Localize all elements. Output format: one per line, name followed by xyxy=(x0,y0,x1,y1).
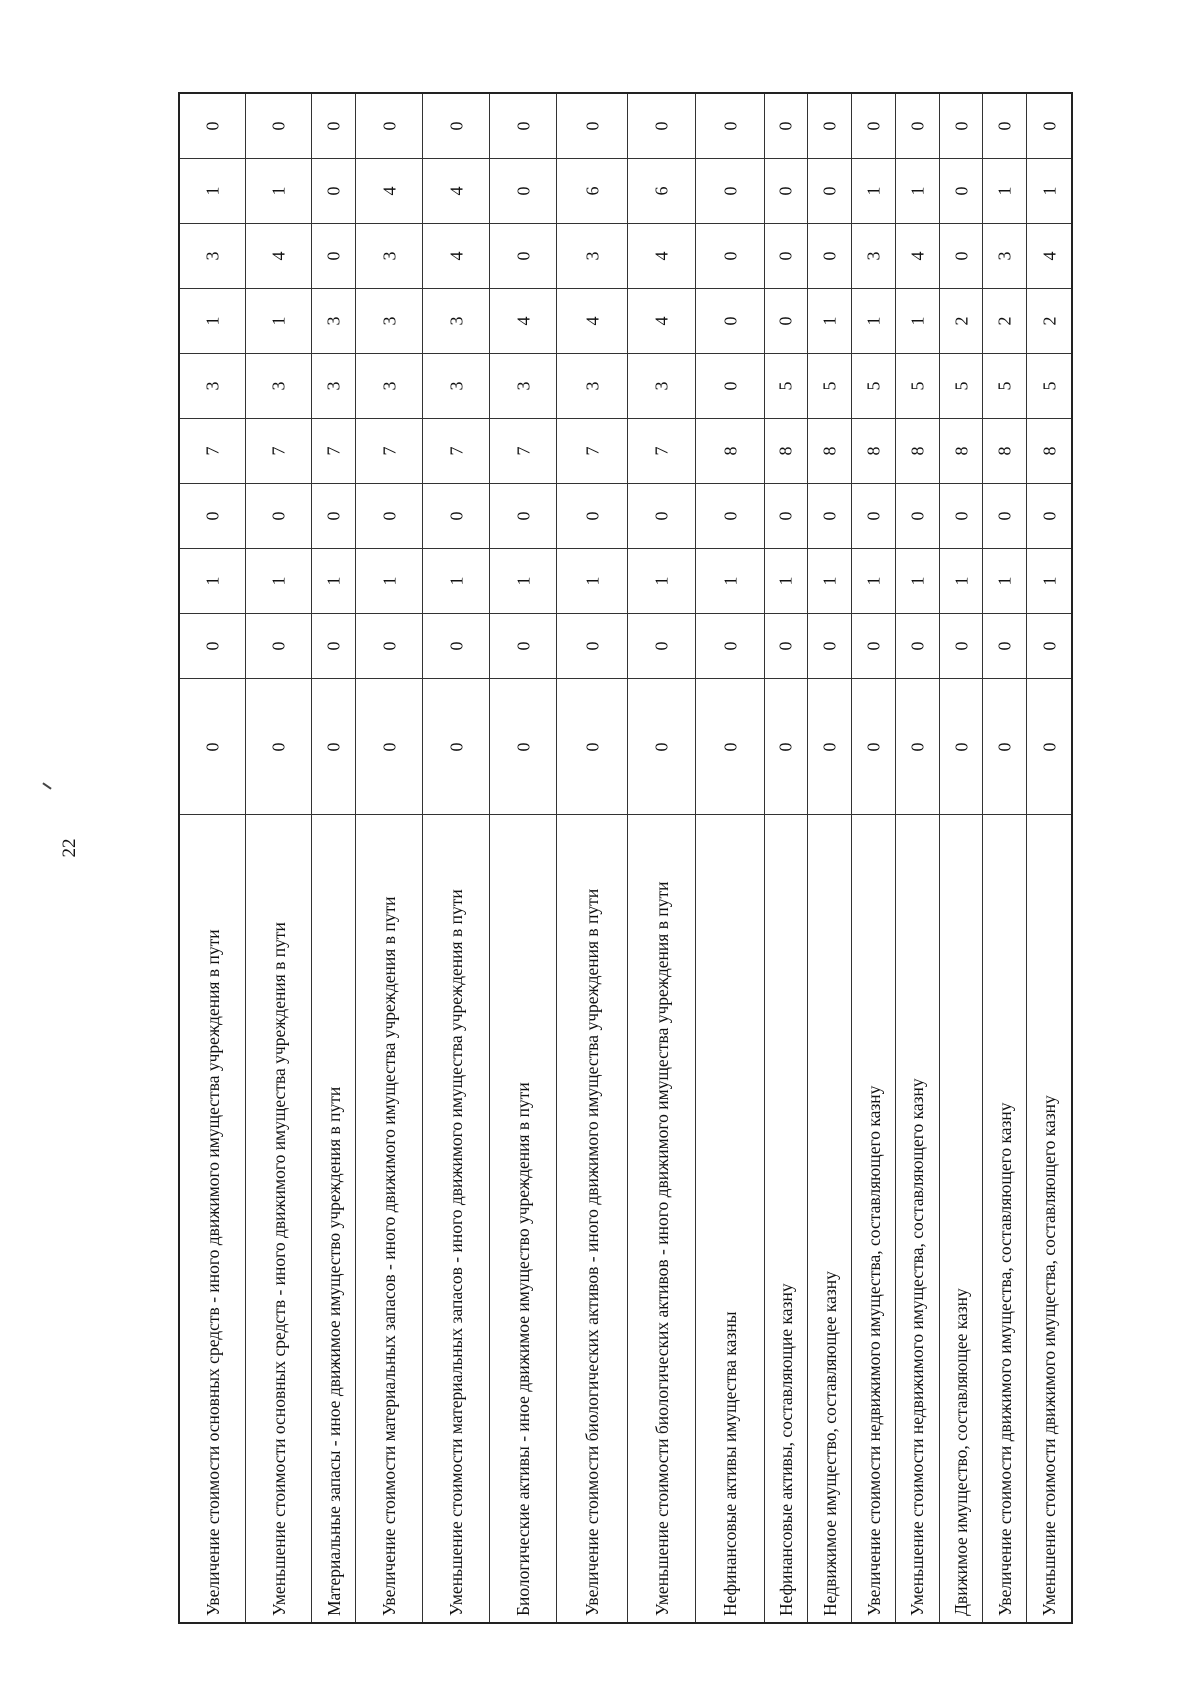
table-cell-value: 0 xyxy=(808,159,851,224)
table-cell-value: 0 xyxy=(808,94,851,159)
row-label: Биологические активы - иное движимое имущество учреждения в пути xyxy=(513,1082,534,1616)
table-cell-value: 3 xyxy=(423,354,489,419)
row-label: Уменьшение стоимости движимого имущества, составляющего казну xyxy=(1039,1095,1060,1616)
table-cell-value: 0 xyxy=(490,614,556,679)
table-cell-value: 0 xyxy=(557,614,627,679)
table-cell-value: 0 xyxy=(180,94,245,159)
table-cell-label xyxy=(423,815,489,1622)
row-label: Нефинансовые активы, составляющие казну xyxy=(775,1283,796,1616)
table-cell-value: 0 xyxy=(312,224,355,289)
table-cell-label xyxy=(696,815,763,1622)
table-cell-value: 0 xyxy=(628,614,695,679)
table-cell-value: 0 xyxy=(246,94,311,159)
table-cell-value: 7 xyxy=(423,419,489,484)
table-cell-value: 0 xyxy=(696,94,763,159)
table-cell-label xyxy=(490,815,556,1622)
table-cell-value: 3 xyxy=(423,289,489,354)
table-cell-value: 1 xyxy=(246,289,311,354)
table-cell-value: 8 xyxy=(940,419,983,484)
table-cell-value: 0 xyxy=(557,679,627,815)
table-cell-value: 4 xyxy=(356,159,422,224)
table-cell-value: 0 xyxy=(423,94,489,159)
row-label: Уменьшение стоимости недвижимого имущества, составляющего казну xyxy=(907,1078,928,1616)
table-cell-value: 0 xyxy=(940,224,983,289)
table-cell-value: 0 xyxy=(765,94,808,159)
table-cell-value: 7 xyxy=(557,419,627,484)
table-cell-value: 3 xyxy=(356,224,422,289)
table-cell-value: 2 xyxy=(940,289,983,354)
table-cell-value: 8 xyxy=(696,419,763,484)
table-cell-value: 3 xyxy=(356,289,422,354)
table-cell-value: 7 xyxy=(356,419,422,484)
table-cell-value: 1 xyxy=(852,159,895,224)
table-cell-value: 0 xyxy=(983,614,1026,679)
table-cell-value: 0 xyxy=(808,224,851,289)
table-cell-value: 0 xyxy=(696,484,763,549)
table-cell-value: 1 xyxy=(356,549,422,614)
table-cell-value: 0 xyxy=(356,94,422,159)
table-row xyxy=(852,94,896,1622)
table-cell-label xyxy=(312,815,355,1622)
table-cell-value: 3 xyxy=(983,224,1026,289)
table-row xyxy=(246,94,312,1622)
table-cell-value: 8 xyxy=(808,419,851,484)
table-cell-value: 1 xyxy=(1027,159,1071,224)
table-row xyxy=(896,94,940,1622)
table-cell-label xyxy=(1027,815,1071,1622)
table-cell-value: 0 xyxy=(356,679,422,815)
table-cell-value: 0 xyxy=(1027,679,1071,815)
table-cell-value: 0 xyxy=(765,614,808,679)
table-cell-value: 0 xyxy=(246,614,311,679)
table-cell-value: 0 xyxy=(940,679,983,815)
table-cell-value: 0 xyxy=(983,679,1026,815)
table-cell-value: 0 xyxy=(765,484,808,549)
table-cell-value: 8 xyxy=(1027,419,1071,484)
row-label: Увеличение стоимости движимого имущества, составляющего казну xyxy=(994,1102,1015,1616)
table-cell-value: 0 xyxy=(852,94,895,159)
table-cell-value: 2 xyxy=(983,289,1026,354)
table-cell-value: 4 xyxy=(490,289,556,354)
table-cell-label xyxy=(356,815,422,1622)
table-cell-value: 3 xyxy=(180,224,245,289)
table-cell-value: 0 xyxy=(490,94,556,159)
table-cell-value: 0 xyxy=(765,159,808,224)
table-row xyxy=(808,94,852,1622)
table-cell-value: 1 xyxy=(808,549,851,614)
table-cell-value: 5 xyxy=(852,354,895,419)
table-cell-value: 4 xyxy=(246,224,311,289)
table-cell-value: 0 xyxy=(696,354,763,419)
row-label: Уменьшение стоимости материальных запасов - иного движимого имущества учреждения в пути xyxy=(446,889,467,1616)
row-label: Уменьшение стоимости биологических активов - иного движимого имущества учреждения в пути xyxy=(651,881,672,1616)
table-cell-value: 0 xyxy=(356,614,422,679)
table-cell-value: 1 xyxy=(696,549,763,614)
table-cell-value: 1 xyxy=(896,289,939,354)
table-cell-value: 0 xyxy=(1027,484,1071,549)
table-cell-value: 0 xyxy=(180,614,245,679)
table-cell-value: 0 xyxy=(852,614,895,679)
table-cell-value: 1 xyxy=(246,159,311,224)
table-row xyxy=(490,94,557,1622)
table-cell-label xyxy=(896,815,939,1622)
table-cell-value: 8 xyxy=(983,419,1026,484)
table-cell-value: 0 xyxy=(983,94,1026,159)
table-cell-value: 1 xyxy=(557,549,627,614)
table-row xyxy=(312,94,356,1622)
table-cell-label xyxy=(765,815,808,1622)
table-cell-value: 1 xyxy=(808,289,851,354)
table-cell-value: 0 xyxy=(696,159,763,224)
table-cell-value: 1 xyxy=(896,549,939,614)
table-cell-value: 1 xyxy=(765,549,808,614)
table-cell-value: 0 xyxy=(696,679,763,815)
row-label: Недвижимое имущество, составляющее казну xyxy=(819,1271,840,1616)
table-cell-label xyxy=(180,815,245,1622)
table-cell-value: 4 xyxy=(557,289,627,354)
table-cell-value: 0 xyxy=(557,94,627,159)
table-cell-value: 0 xyxy=(246,484,311,549)
row-label: Увеличение стоимости недвижимого имущества, составляющего казну xyxy=(863,1085,884,1616)
table-cell-value: 5 xyxy=(765,354,808,419)
table-cell-value: 1 xyxy=(246,549,311,614)
table-cell-value: 1 xyxy=(852,549,895,614)
table-cell-value: 0 xyxy=(940,94,983,159)
table-cell-value: 0 xyxy=(312,159,355,224)
table-cell-value: 0 xyxy=(896,614,939,679)
table-cell-value: 0 xyxy=(246,679,311,815)
table-cell-value: 0 xyxy=(490,484,556,549)
table-cell-label xyxy=(852,815,895,1622)
table-cell-value: 4 xyxy=(423,224,489,289)
table-cell-value: 0 xyxy=(490,159,556,224)
table-cell-value: 0 xyxy=(808,614,851,679)
table-cell-value: 0 xyxy=(808,484,851,549)
table-cell-value: 0 xyxy=(423,484,489,549)
table-cell-value: 0 xyxy=(896,94,939,159)
row-label: Уменьшение стоимости основных средств - иного движимого имущества учреждения в пути xyxy=(268,922,289,1616)
table-row xyxy=(557,94,628,1622)
row-label: Увеличение стоимости основных средств - иного движимого имущества учреждения в пути xyxy=(202,929,223,1616)
table-cell-value: 0 xyxy=(1027,614,1071,679)
table-cell-value: 0 xyxy=(356,484,422,549)
table-cell-value: 5 xyxy=(940,354,983,419)
table-cell-value: 3 xyxy=(180,354,245,419)
table-cell-value: 0 xyxy=(628,484,695,549)
table-row xyxy=(356,94,423,1622)
table-row xyxy=(1027,94,1071,1622)
table-cell-value: 4 xyxy=(423,159,489,224)
table-cell-value: 1 xyxy=(940,549,983,614)
table-cell-value: 1 xyxy=(896,159,939,224)
table-row xyxy=(180,94,246,1622)
table-cell-value: 1 xyxy=(180,159,245,224)
table-row xyxy=(696,94,764,1622)
table-row xyxy=(765,94,809,1622)
table-cell-label xyxy=(246,815,311,1622)
table-cell-value: 5 xyxy=(808,354,851,419)
table-cell-value: 8 xyxy=(765,419,808,484)
table-cell-value: 0 xyxy=(940,484,983,549)
table-cell-label xyxy=(557,815,627,1622)
table-cell-value: 0 xyxy=(180,679,245,815)
table-cell-value: 0 xyxy=(628,94,695,159)
table-cell-value: 0 xyxy=(983,484,1026,549)
account-codes-table xyxy=(178,92,1073,1624)
table-cell-value: 0 xyxy=(940,159,983,224)
table-cell-value: 5 xyxy=(896,354,939,419)
table-cell-value: 0 xyxy=(896,679,939,815)
table-cell-value: 3 xyxy=(628,354,695,419)
table-cell-value: 3 xyxy=(557,354,627,419)
table-cell-value: 3 xyxy=(312,354,355,419)
table-cell-value: 0 xyxy=(312,614,355,679)
table-cell-value: 1 xyxy=(983,549,1026,614)
row-label: Движимое имущество, составляющее казну xyxy=(951,1288,972,1616)
table-cell-value: 5 xyxy=(983,354,1026,419)
table-cell-value: 6 xyxy=(628,159,695,224)
table-cell-label xyxy=(808,815,851,1622)
table-cell-value: 3 xyxy=(356,354,422,419)
table-cell-value: 4 xyxy=(628,289,695,354)
table-cell-value: 3 xyxy=(557,224,627,289)
table-cell-label xyxy=(983,815,1026,1622)
table-cell-value: 0 xyxy=(423,679,489,815)
table-cell-value: 0 xyxy=(808,679,851,815)
table-row xyxy=(423,94,490,1622)
table-cell-value: 0 xyxy=(423,614,489,679)
row-label: Материальные запасы - иное движимое имущество учреждения в пути xyxy=(323,1086,344,1616)
table-cell-value: 4 xyxy=(628,224,695,289)
table-cell-value: 1 xyxy=(180,549,245,614)
table-cell-value: 1 xyxy=(312,549,355,614)
table-cell-value: 0 xyxy=(696,289,763,354)
table-cell-value: 0 xyxy=(765,289,808,354)
table-cell-value: 1 xyxy=(983,159,1026,224)
table-cell-value: 1 xyxy=(1027,549,1071,614)
table-cell-value: 7 xyxy=(628,419,695,484)
table-cell-value: 7 xyxy=(180,419,245,484)
row-label: Увеличение стоимости материальных запасов - иного движимого имущества учреждения в пути xyxy=(379,896,400,1616)
table-cell-value: 1 xyxy=(852,289,895,354)
page-number: 22 xyxy=(59,838,80,858)
table-cell-value: 4 xyxy=(896,224,939,289)
table-cell-label xyxy=(940,815,983,1622)
table-cell-value: 6 xyxy=(557,159,627,224)
table-cell-value: 5 xyxy=(1027,354,1071,419)
table-cell-value: 0 xyxy=(696,614,763,679)
table-cell-value: 0 xyxy=(765,224,808,289)
table-cell-value: 0 xyxy=(940,614,983,679)
table-cell-label xyxy=(628,815,695,1622)
table-cell-value: 0 xyxy=(852,679,895,815)
table-row xyxy=(940,94,984,1622)
table-cell-value: 1 xyxy=(628,549,695,614)
table-cell-value: 0 xyxy=(490,224,556,289)
table-cell-value: 0 xyxy=(490,679,556,815)
table-cell-value: 0 xyxy=(312,679,355,815)
table-cell-value: 3 xyxy=(852,224,895,289)
table-cell-value: 0 xyxy=(896,484,939,549)
table-cell-value: 7 xyxy=(246,419,311,484)
table-cell-value: 4 xyxy=(1027,224,1071,289)
table-row xyxy=(983,94,1027,1622)
table-cell-value: 0 xyxy=(628,679,695,815)
table-cell-value: 7 xyxy=(312,419,355,484)
table-cell-value: 0 xyxy=(312,484,355,549)
table-cell-value: 1 xyxy=(490,549,556,614)
table-row xyxy=(628,94,696,1622)
table-cell-value: 7 xyxy=(490,419,556,484)
table-cell-value: 0 xyxy=(852,484,895,549)
table-cell-value: 0 xyxy=(765,679,808,815)
table-cell-value: 0 xyxy=(312,94,355,159)
row-label: Нефинансовые активы имущества казны xyxy=(720,1311,740,1616)
table-cell-value: 3 xyxy=(312,289,355,354)
table-cell-value: 8 xyxy=(852,419,895,484)
table-cell-value: 3 xyxy=(490,354,556,419)
table-cell-value: 0 xyxy=(180,484,245,549)
table-cell-value: 1 xyxy=(423,549,489,614)
table-cell-value: 8 xyxy=(896,419,939,484)
table-cell-value: 3 xyxy=(246,354,311,419)
row-label: Увеличение стоимости биологических активов - иного движимого имущества учреждения в пути xyxy=(582,888,603,1616)
scan-mark xyxy=(42,782,51,789)
table-cell-value: 0 xyxy=(696,224,763,289)
table-cell-value: 0 xyxy=(557,484,627,549)
table-cell-value: 1 xyxy=(180,289,245,354)
table-cell-value: 0 xyxy=(1027,94,1071,159)
table-cell-value: 2 xyxy=(1027,289,1071,354)
